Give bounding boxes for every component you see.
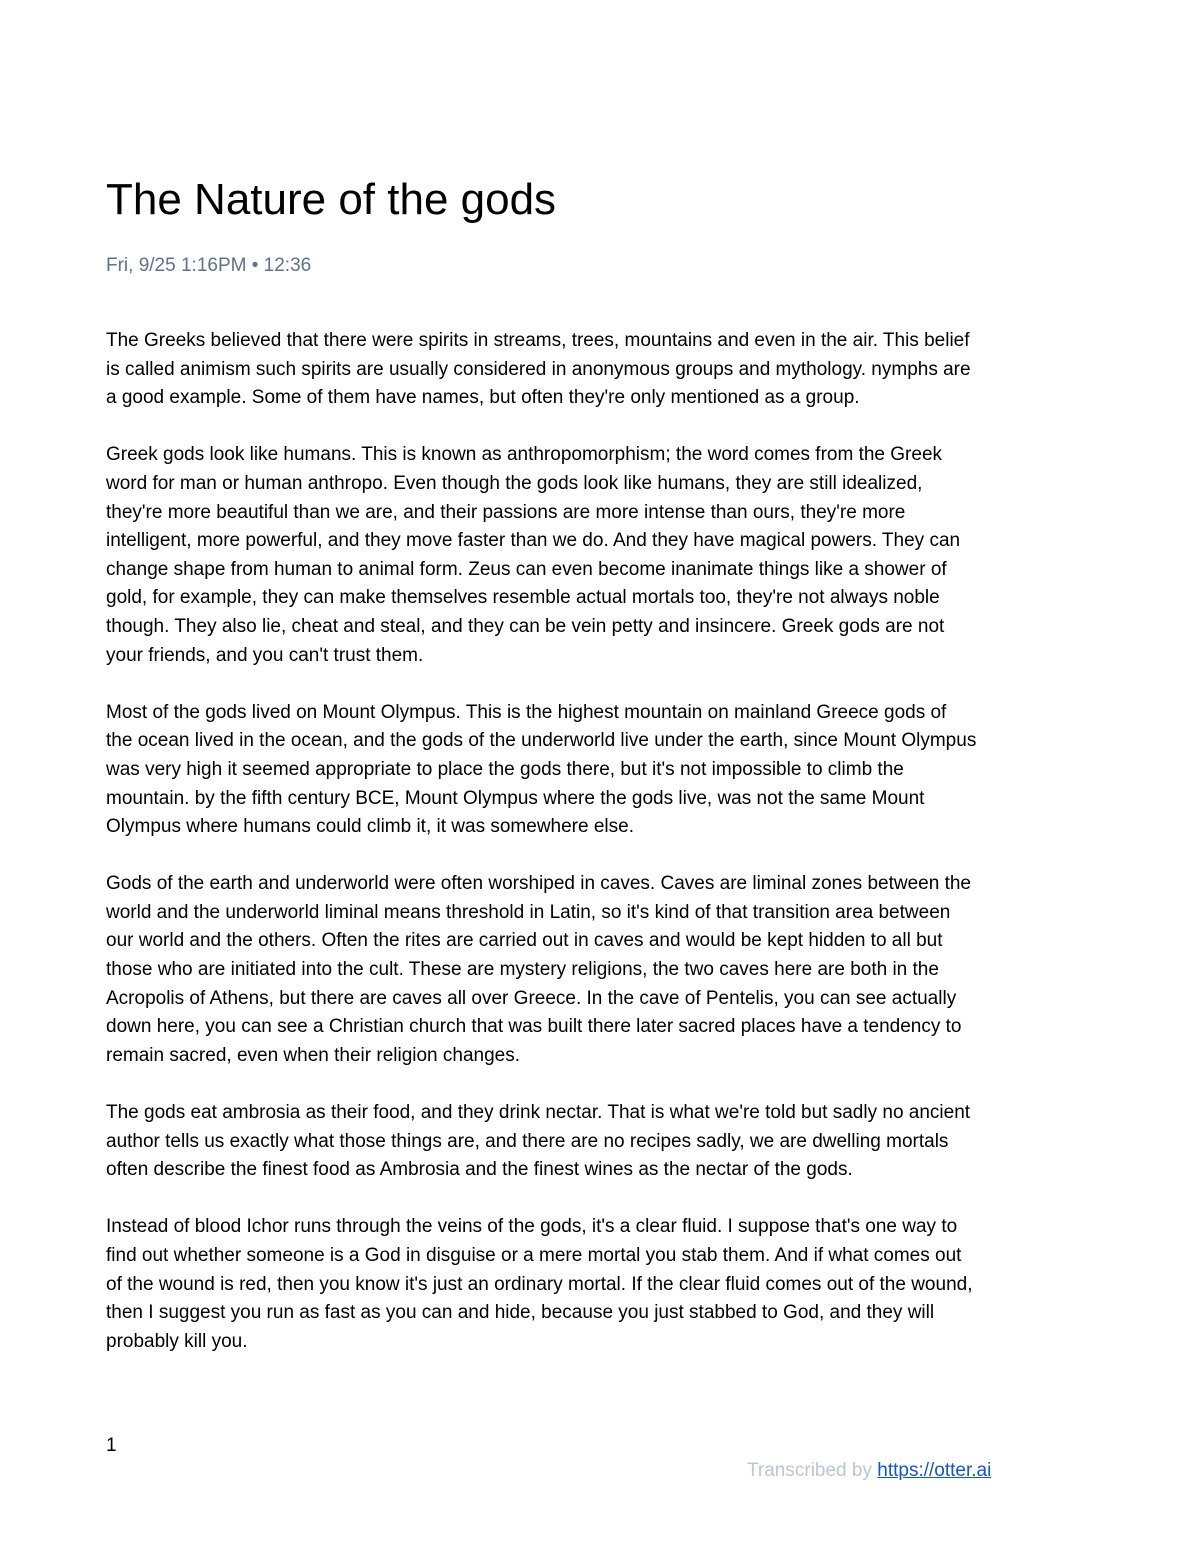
document-title: The Nature of the gods [106, 175, 557, 224]
footer-label: Transcribed by [747, 1460, 878, 1481]
paragraph: The gods eat ambrosia as their food, and they drink nectar. That is what we're told but sadly no ancient author tells us exactly what those things are, and there are no recipes sadly, we are dwelling mortals often describe the finest food as Ambrosia and the finest wines as the nectar of the gods. [106, 1102, 971, 1181]
footer-credit [747, 1457, 991, 1485]
paragraph: Gods of the earth and underworld were often worshiped in caves. Caves are liminal zones between the world and the underworld liminal means threshold in Latin, so it's kind of that transition area between our world and the others. Often the rites are carried out in caves and would be kept hidden to all but those who are initiated into the cult. These are mystery religions, the two caves here are both in the Acropolis of Athens, but there are caves all over Greece. In the cave of Pentelis, you can see actually down here, you can see a Christian church that was built there later sacred places have a tendency to remain sacred, even when their religion changes. [106, 873, 971, 1066]
paragraph: Most of the gods lived on Mount Olympus. This is the highest mountain on mainland Greece gods of the ocean lived in the ocean, and the gods of the underworld live under the earth, since Mount Olympus was very high it seemed appropriate to place the gods there, but it's not impossible to climb the mountain. by the fifth century BCE, Mount Olympus where the gods live, was not the same Mount Olympus where humans could climb it, it was somewhere else. [106, 701, 977, 838]
transcript-body [106, 327, 1098, 1385]
otter-link[interactable]: https://otter.ai [877, 1460, 992, 1481]
paragraph: Instead of blood Ichor runs through the veins of the gods, it's a clear fluid. I suppose that's one way to find out whether someone is a God in disguise or a mere mortal you stab them. And if what comes out of the wound is red, then you know it's just an ordinary mortal. If the clear fluid comes out of the wound, then I suggest you run as fast as you can and hide, because you just stabbed to God, and they will probably kill you. [106, 1216, 973, 1352]
page-number: 1 [106, 1435, 117, 1456]
paragraph: The Greeks believed that there were spirits in streams, trees, mountains and even in the air. This belief is called animism such spirits are usually considered in anonymous groups and mythology. nymphs are a good example. Some of them have names, but often they're only mentioned as a group. [106, 330, 971, 409]
transcript-meta: Fri, 9/25 1:16PM • 12:36 [106, 255, 312, 276]
paragraph: Greek gods look like humans. This is known as anthropomorphism; the word comes from the Greek word for man or human anthropo. Even though the gods look like humans, they are still idealized, they're more beautiful than we are, and their passions are more intense than ours, they're more intelligent, more powerful, and they move faster than we do. And they have magical powers. They can change shape from human to animal form. Zeus can even become inanimate things like a shower of gold, for example, they can make themselves resemble actual mortals too, they're not always noble though. They also lie, cheat and steal, and they can be vein petty and insincere. Greek gods are not your friends, and you can't trust them. [106, 444, 961, 666]
